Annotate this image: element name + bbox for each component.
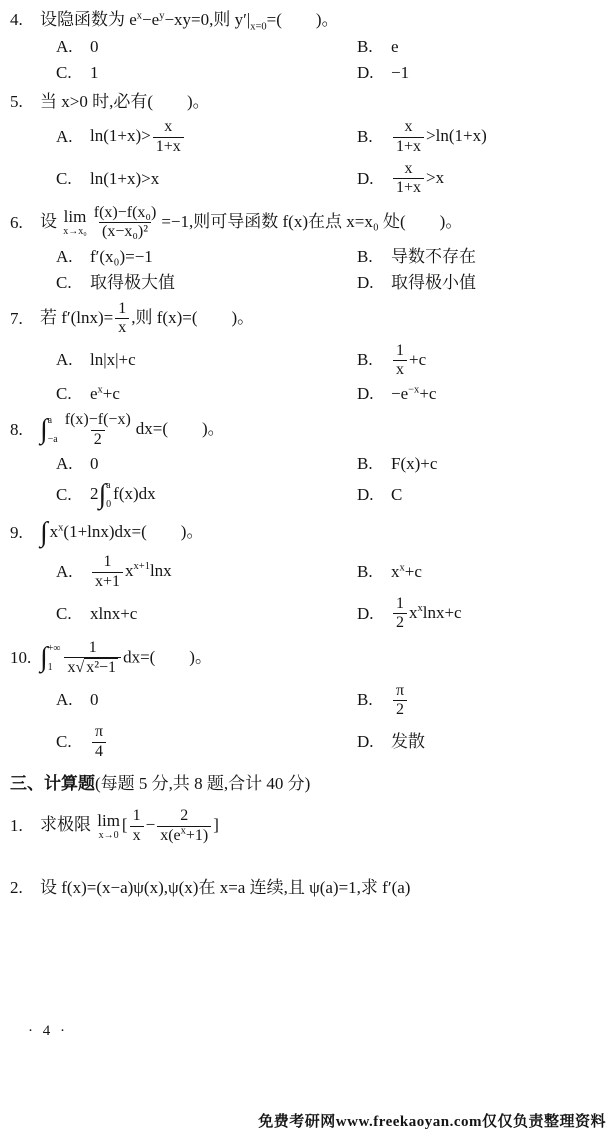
question-number: 10. [10, 648, 32, 668]
question-8 [10, 411, 594, 511]
option-b [357, 246, 594, 268]
option-body: 0 [90, 454, 99, 474]
question-number: 2. [10, 877, 23, 897]
question-5 [10, 90, 594, 198]
question-number: 9. [10, 523, 23, 543]
option-body: F(x)+c [391, 454, 438, 474]
option-letter: C. [56, 485, 72, 505]
option-d [357, 272, 594, 294]
options-grid [56, 246, 594, 294]
option-letter: C. [56, 63, 72, 83]
option-body: C [391, 485, 403, 505]
option-body: xlnx+c [90, 603, 138, 623]
option-letter: D. [357, 485, 374, 505]
option-body: 发散 [391, 732, 425, 752]
option-body: $\frac{x}{1+x}$ >ln(1+x) [391, 118, 487, 156]
option-b [357, 453, 594, 475]
option-body: $\frac{1}{2}$ $x^x\ln x+c$ [391, 595, 462, 633]
option-b [357, 561, 594, 583]
option-letter: A. [56, 350, 73, 370]
option-letter: C. [56, 603, 72, 623]
option-c [56, 479, 357, 511]
option-body: $e^x+c$ [90, 384, 120, 404]
question-stem: ∫ a −a $\frac{f(x)-f(-x)}{2}$ dx=( )。 [40, 411, 225, 448]
option-letter: D. [357, 384, 374, 404]
option-letter: B. [357, 37, 373, 56]
option-letter: C. [56, 168, 72, 188]
option-letter: D. [357, 732, 374, 752]
question-stem: 设隐函数为 $e^x-e^y-xy=0$,则 $y'|_{x=0}=$( )。 [40, 9, 339, 33]
option-letter: A. [56, 690, 73, 710]
option-body: $\frac{x}{1+x}$ >x [391, 160, 444, 198]
option-letter: B. [357, 454, 373, 474]
option-letter: C. [56, 272, 72, 292]
option-body: $-e^{-x}+c$ [391, 384, 437, 404]
question-number: 6. [10, 212, 23, 232]
option-letter: B. [357, 690, 373, 710]
question-stem: 当 x>0 时,必有( )。 [40, 92, 210, 112]
option-letter: B. [357, 127, 373, 147]
option-body: $\frac{\pi}{2}$ [391, 682, 409, 720]
option-body: 1 [90, 63, 99, 83]
option-letter: B. [357, 246, 373, 266]
option-a [56, 36, 357, 58]
option-body: ln(1+x)>x [90, 168, 160, 188]
option-letter: D. [357, 272, 374, 292]
question-6 [10, 204, 594, 294]
option-d [357, 595, 594, 633]
option-c [56, 272, 357, 294]
option-letter: B. [357, 350, 373, 370]
calc-question-2 [10, 875, 594, 901]
option-letter: C. [56, 384, 72, 404]
option-a [56, 453, 357, 475]
question-stem: ∫ +∞ 1 1 x √ x²−1 dx=( )。 [40, 638, 212, 677]
page-number: · 4 · [28, 1023, 68, 1039]
question-body: 求极限 lim x→0 [ $\frac{1}{x}$ − $\frac{2}{x(e^x+1)}$ ] [40, 807, 219, 844]
option-b [357, 36, 594, 58]
question-number: 5. [10, 92, 23, 112]
option-body: $\frac{\pi}{4}$ [90, 723, 108, 761]
option-letter: A. [56, 246, 73, 266]
option-b [357, 682, 594, 720]
calc-question-1 [10, 807, 594, 845]
question-7 [10, 300, 594, 406]
options-grid [56, 682, 594, 762]
option-body: $x^x+c$ [391, 562, 422, 582]
option-body: 0 [90, 690, 99, 710]
question-stem: 设 lim x→x₀ $\frac{\text{f(x)−f(x₀)}}{\text{(x−x₀)²}}$ =−1,则可导函数 f(x)在点 x=x₀ 处( )。 [40, 203, 463, 241]
question-number: 1. [10, 816, 23, 835]
option-letter: A. [56, 127, 73, 147]
option-d [357, 731, 594, 753]
option-letter: A. [56, 562, 73, 582]
question-9 [10, 517, 594, 633]
question-4 [10, 8, 594, 84]
option-letter: D. [357, 603, 374, 623]
option-body: ln(1+x)> $\frac{x}{1+x}$ [90, 118, 186, 156]
question-number: 8. [10, 420, 23, 440]
option-d [357, 383, 594, 405]
option-body: $\frac{1}{x}$ +c [391, 342, 426, 380]
option-body: 导数不存在 [391, 246, 476, 266]
option-b [357, 118, 594, 156]
option-a [56, 246, 357, 268]
option-letter: A. [56, 37, 73, 56]
option-c [56, 383, 357, 405]
option-a [56, 689, 357, 711]
option-letter: A. [56, 454, 73, 474]
options-grid [56, 342, 594, 406]
options-grid [56, 553, 594, 633]
option-body: $\frac{1}{x+1}$ $x^{x+1}\ln x$ [90, 553, 172, 591]
section-title-main: 三、计算题 [10, 774, 95, 794]
option-letter: D. [357, 63, 374, 83]
option-a [56, 118, 357, 156]
option-body: 取得极大值 [90, 272, 175, 292]
option-c [56, 62, 357, 84]
options-grid [56, 36, 594, 84]
option-body: f′(x₀)=−1 [90, 246, 153, 266]
footer-watermark: 免费考研网www.freekaoyan.com仅仅负责整理资料 [258, 1114, 606, 1130]
option-c [56, 168, 357, 190]
option-body: e [391, 37, 399, 56]
option-body: 2 ∫ a 0 f(x)dx [90, 479, 156, 511]
option-d [357, 62, 594, 84]
option-a [56, 553, 357, 591]
options-grid [56, 453, 594, 511]
section-title [10, 773, 594, 797]
options-grid [56, 118, 594, 198]
option-body: 取得极小值 [391, 272, 476, 292]
option-letter: C. [56, 732, 72, 752]
option-d [357, 484, 594, 506]
option-d [357, 160, 594, 198]
option-a [56, 349, 357, 371]
question-stem: 若 f′(lnx)= $\frac{1}{x}$ ,则 f(x)=( )。 [40, 299, 255, 337]
option-letter: B. [357, 562, 373, 582]
section-title-subtitle: (每题 5 分,共 8 题,合计 40 分) [95, 774, 311, 794]
option-body: −1 [391, 63, 410, 83]
option-b [357, 342, 594, 380]
option-c [56, 723, 357, 761]
question-number: 4. [10, 9, 23, 29]
question-10 [10, 639, 594, 761]
option-body: 0 [90, 37, 99, 56]
question-body: 设 f(x)=(x−a)ψ(x),ψ(x)在 x=a 连续,且 ψ(a)=1,求 f′(a) [40, 877, 411, 897]
option-body: ln|x|+c [90, 350, 136, 370]
option-letter: D. [357, 168, 374, 188]
question-number: 7. [10, 308, 23, 328]
question-stem: ∫ $x^x(1+\ln x)dx=$( )。 [40, 517, 204, 549]
option-c [56, 603, 357, 625]
